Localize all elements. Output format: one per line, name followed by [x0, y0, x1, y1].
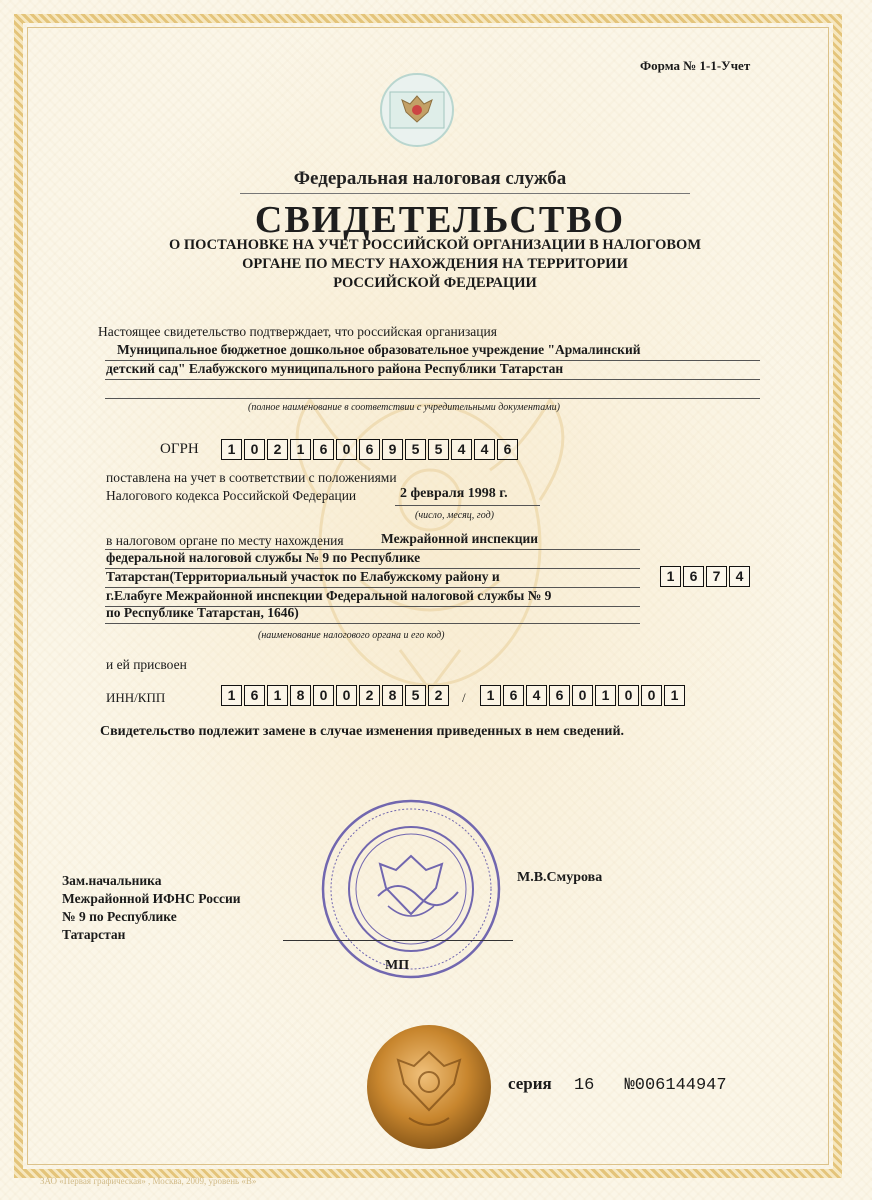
- ogrn-digit: 0: [336, 439, 357, 460]
- inn-digit: 2: [359, 685, 380, 706]
- signatory-position: [62, 872, 241, 944]
- tax-authority-prefix: в налоговом органе по месту нахождения: [106, 533, 344, 548]
- ogrn-digit: 5: [405, 439, 426, 460]
- form-number: Форма № 1-1-Учет: [640, 58, 751, 73]
- code-digit: 1: [660, 566, 681, 587]
- kpp-digit: 0: [572, 685, 593, 706]
- subtitle-line: О ПОСТАНОВКЕ НА УЧЕТ РОССИЙСКОЙ ОРГАНИЗАЦИИ В НАЛОГОВОМ: [168, 237, 702, 253]
- kpp-digit: 0: [641, 685, 662, 706]
- code-digit: 6: [683, 566, 704, 587]
- code-digit: 7: [706, 566, 727, 587]
- subtitle-line: ОРГАНЕ ПО МЕСТУ НАХОЖДЕНИЯ НА ТЕРРИТОРИИ: [242, 256, 628, 272]
- organization-hint: (полное наименование в соответствии с учредительными документами): [248, 402, 560, 413]
- inn-boxes: [221, 685, 451, 706]
- tax-authority-line: Татарстан(Территориальный участок по Елабужскому району и: [106, 569, 500, 584]
- ogrn-digit: 0: [244, 439, 265, 460]
- ogrn-digit: 1: [290, 439, 311, 460]
- subtitle-line: РОССИЙСКОЙ ФЕДЕРАЦИИ: [333, 275, 537, 291]
- position-line: № 9 по Республике: [62, 909, 177, 924]
- tax-authority-code-boxes: [660, 566, 752, 587]
- tax-authority-line: федеральной налоговой службы № 9 по Республике: [106, 550, 421, 565]
- organization-name-line: детский сад" Елабужского муниципального района Республики Татарстан: [106, 361, 564, 376]
- kpp-digit: 1: [480, 685, 501, 706]
- ogrn-label: ОГРН: [160, 441, 199, 457]
- kpp-digit: 1: [595, 685, 616, 706]
- kpp-digit: 6: [549, 685, 570, 706]
- inn-kpp-label: ИНН/КПП: [106, 690, 166, 705]
- registration-line: Налогового кодекса Российской Федерации: [106, 488, 357, 503]
- inn-digit: 8: [290, 685, 311, 706]
- tax-authority-hint: (наименование налогового органа и его код): [258, 630, 445, 641]
- inn-digit: 8: [382, 685, 403, 706]
- assigned-label: и ей присвоен: [106, 657, 187, 672]
- position-line: Межрайонной ИФНС России: [62, 891, 241, 906]
- ogrn-digit: 1: [221, 439, 242, 460]
- tax-authority-line: г.Елабуге Межрайонной инспекции Федеральной налоговой службы № 9: [106, 588, 552, 603]
- ogrn-digit: 4: [474, 439, 495, 460]
- ogrn-digit: 5: [428, 439, 449, 460]
- inn-digit: 5: [405, 685, 426, 706]
- printer-imprint: ЗАО «Первая графическая» , Москва, 2009, уровень «В»: [40, 1176, 257, 1186]
- inn-digit: 0: [336, 685, 357, 706]
- inn-digit: 0: [313, 685, 334, 706]
- serial-row: [508, 1074, 727, 1095]
- ogrn-boxes: [221, 439, 520, 460]
- agency-name: Федеральная налоговая служба: [293, 168, 567, 189]
- hologram-seal-icon: [364, 1022, 494, 1152]
- series-value: 16: [573, 1076, 595, 1095]
- stamp-place-label: МП: [385, 958, 410, 973]
- code-digit: 4: [729, 566, 750, 587]
- ogrn-digit: 2: [267, 439, 288, 460]
- ogrn-digit: 9: [382, 439, 403, 460]
- official-stamp-icon: [318, 796, 504, 982]
- registration-date: 2 февраля 1998 г.: [400, 486, 508, 501]
- kpp-boxes: [480, 685, 687, 706]
- signatory-name: М.В.Смурова: [517, 870, 603, 885]
- intro-text: Настоящее свидетельство подтверждает, что российская организация: [98, 324, 497, 339]
- inn-digit: 1: [267, 685, 288, 706]
- kpp-digit: 4: [526, 685, 547, 706]
- document-title: СВИДЕТЕЛЬСТВО: [254, 199, 626, 241]
- replacement-notice: Свидетельство подлежит замене в случае изменения приведенных в нем сведений.: [100, 724, 625, 739]
- kpp-digit: 0: [618, 685, 639, 706]
- inn-digit: 2: [428, 685, 449, 706]
- ogrn-digit: 6: [313, 439, 334, 460]
- date-hint: (число, месяц, год): [415, 510, 494, 521]
- document-subtitle: [105, 236, 765, 293]
- kpp-digit: 1: [664, 685, 685, 706]
- tax-authority-line: по Республике Татарстан, 1646): [106, 605, 299, 620]
- inn-kpp-separator: /: [462, 690, 466, 705]
- position-line: Зам.начальника: [62, 873, 162, 888]
- serial-number: №006144947: [624, 1076, 727, 1095]
- inn-digit: 6: [244, 685, 265, 706]
- series-label: серия: [508, 1074, 552, 1093]
- tax-authority-line: Межрайонной инспекции: [381, 531, 539, 546]
- organization-name-line: Муниципальное бюджетное дошкольное образовательное учреждение "Армалинский: [117, 342, 641, 357]
- ogrn-digit: 6: [359, 439, 380, 460]
- kpp-digit: 6: [503, 685, 524, 706]
- ogrn-digit: 6: [497, 439, 518, 460]
- position-line: Татарстан: [62, 927, 126, 942]
- ogrn-digit: 4: [451, 439, 472, 460]
- inn-digit: 1: [221, 685, 242, 706]
- state-emblem-icon: [372, 70, 462, 150]
- registration-line: поставлена на учет в соответствии с положениями: [106, 470, 397, 485]
